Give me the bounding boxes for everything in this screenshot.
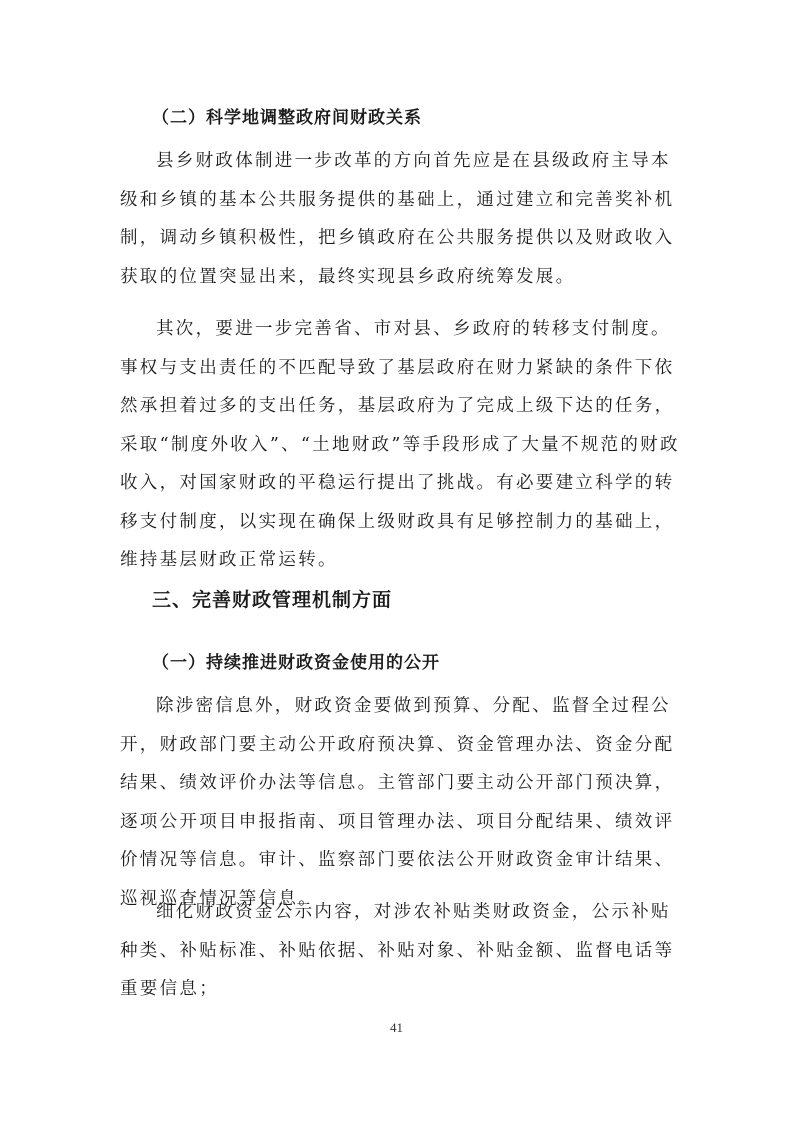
section-heading-2-2: （二）科学地调整政府间财政关系: [152, 108, 422, 128]
section-heading-3: 三、完善财政管理机制方面: [152, 589, 393, 611]
page-number: 41: [390, 1020, 403, 1035]
section-heading-3-1: （一）持续推进财政资金使用的公开: [152, 653, 440, 673]
paragraph-fund-disclosure: 除涉密信息外，财政资金要做到预算、分配、监督全过程公开，财政部门要主动公开政府预决算、资金管理办法、资金分配结果、绩效评价办法等信息。主管部门要主动公开部门预决算，逐项公开项目申报指南、项目管理办法、项目分配结果、绩效评价情况等信息。审计、监察部门要依法公开财政资金审计结果、巡视巡查情况等信息。: [120, 696, 675, 909]
paragraph-subsidy-publication: 细化财政资金公示内容，对涉农补贴类财政资金，公示补贴种类、补贴标准、补贴依据、补贴对象、补贴金额、监督电话等重要信息；: [120, 902, 675, 999]
paragraph-county-township-reform: 县乡财政体制进一步改革的方向首先应是在县级政府主导本级和乡镇的基本公共服务提供的基础上，通过建立和完善奖补机制，调动乡镇积极性，把乡镇政府在公共服务提供以及财政收入获取的位置突显出来，最终实现县乡政府统筹发展。: [120, 151, 675, 287]
paragraph-transfer-payment: 其次，要进一步完善省、市对县、乡政府的转移支付制度。事权与支出责任的不匹配导致了基层政府在财力紧缺的条件下依然承担着过多的支出任务，基层政府为了完成上级下达的任务，采取“制度外收入”、“土地财政”等手段形成了大量不规范的财政收入，对国家财政的平稳运行提出了挑战。有必要建立科学的转移支付制度，以实现在确保上级财政具有足够控制力的基础上，维持基层财政正常运转。: [120, 319, 680, 570]
